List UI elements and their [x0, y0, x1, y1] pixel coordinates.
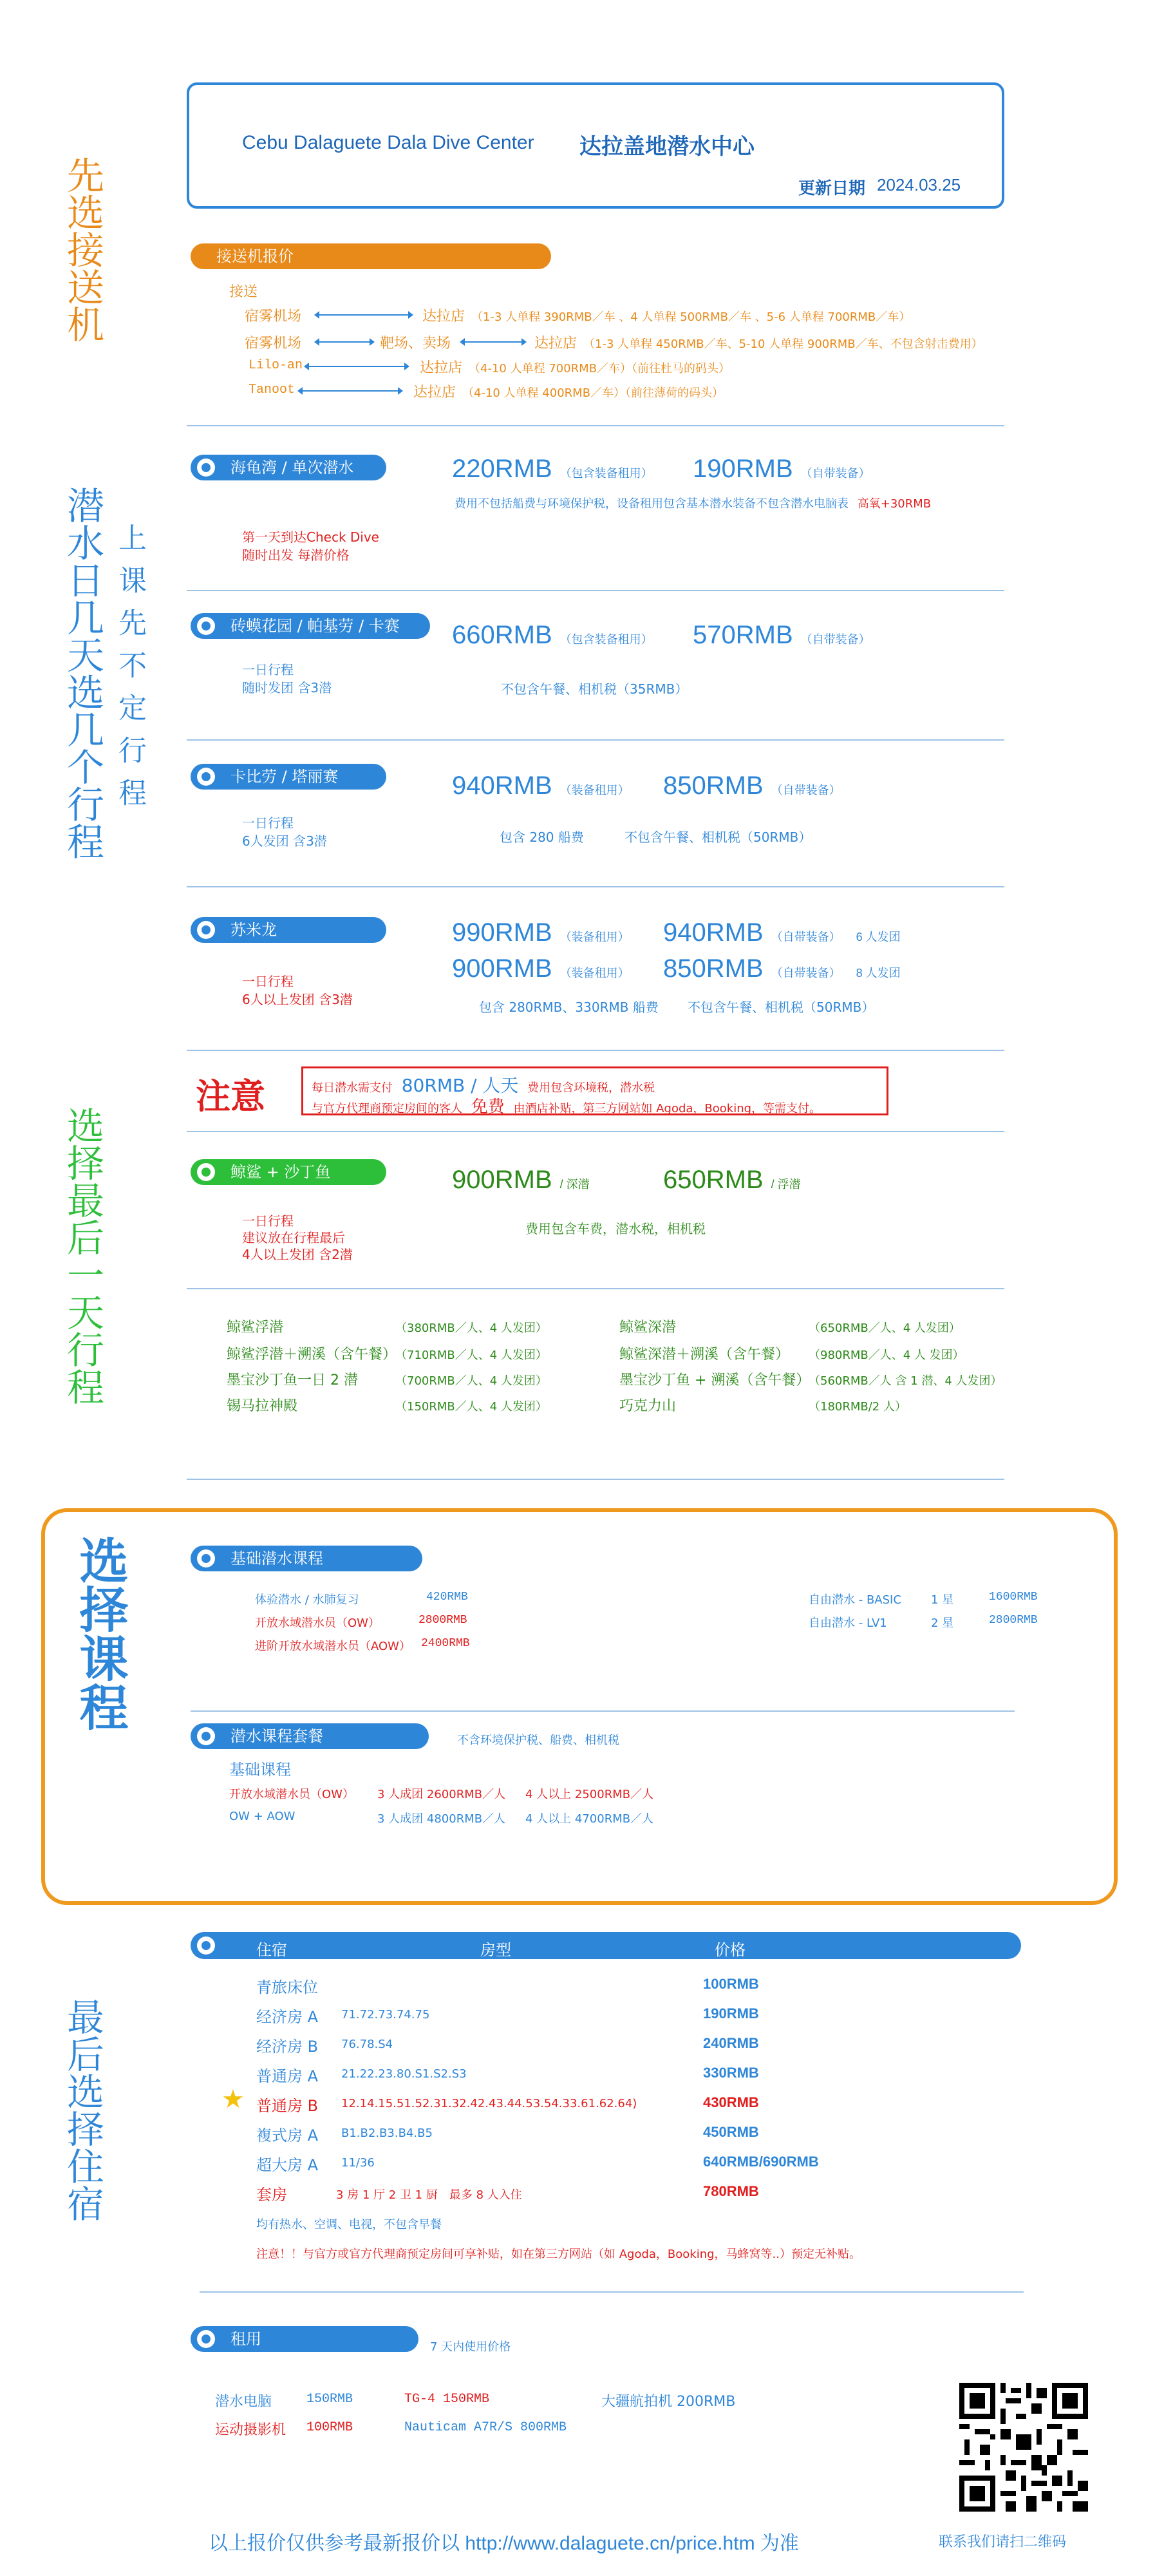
- dive3-note-2: 不包含午餐、相机税（50RMB）: [624, 829, 812, 845]
- rent-note: 7 天内使用价格: [430, 2340, 511, 2354]
- price-value: 850RMB: [663, 772, 764, 800]
- dive2-price-rent: [452, 621, 653, 650]
- transfer-row-3-note: （4-10 人单程 700RMB／车）（前往杜马的码头）: [469, 362, 731, 375]
- price-note: （包含装备租用）: [559, 467, 653, 480]
- price-value: 900RMB: [452, 1166, 552, 1194]
- header-title-en: Cebu Dalaguete Dala Dive Center: [242, 132, 534, 153]
- update-date: 2024.03.25: [877, 175, 961, 194]
- package-title: 潜水课程套餐: [230, 1727, 323, 1745]
- transfer-row-2-mid: 靶场、卖场: [380, 336, 451, 352]
- stay-row-price: 780RMB: [703, 2183, 759, 2199]
- stay-header: [191, 1932, 1021, 1959]
- course-left-price: 420RMB: [426, 1591, 468, 1604]
- dive1-left-1: 第一天到达Check Dive: [242, 529, 379, 545]
- price-note: （装备租用）: [559, 784, 630, 797]
- dive1-header: [191, 455, 386, 480]
- price-note: （自带装备）: [800, 633, 870, 646]
- divider: [187, 1050, 1004, 1051]
- stay-note-1: 均有热水、空调、电视，不包含早餐: [256, 2218, 442, 2231]
- course-left-price: 2800RMB: [418, 1614, 467, 1627]
- whale-left-3: 4人以上发团 含2潜: [242, 1247, 353, 1262]
- stay-row-price: 450RMB: [703, 2124, 759, 2140]
- stay-row-name: 经济房 A: [256, 2008, 319, 2026]
- stay-row-name: 青旅床位: [256, 1978, 318, 1996]
- price-value: 660RMB: [452, 621, 552, 649]
- stay-row-price: 240RMB: [703, 2035, 759, 2051]
- dive4-left-2: 6人以上发团 含3潜: [242, 992, 353, 1007]
- dive4-note-1: 包含 280RMB、330RMB 船费: [479, 999, 659, 1015]
- side-courses: 选择课程: [71, 1535, 129, 1731]
- divider: [187, 739, 1004, 741]
- notice-l2a: 与官方代理商预定房间的客人: [312, 1102, 462, 1115]
- whale-left-2: 建议放在行程最后: [242, 1230, 345, 1245]
- qr-caption: 联系我们请扫二维码: [939, 2534, 1067, 2550]
- package-row-a: 3 人成团 4800RMB／人: [377, 1812, 506, 1826]
- stay-row-price: 190RMB: [703, 2005, 759, 2022]
- notice-l2b: 免费: [471, 1097, 505, 1117]
- extra-right-price: （980RMB／人、4 人 发团）: [809, 1349, 964, 1362]
- course-right-price: 1600RMB: [989, 1591, 1038, 1604]
- package-sub: 基础课程: [229, 1761, 291, 1779]
- rent-item-name: Nauticam A7R/S 800RMB: [404, 2420, 567, 2435]
- dive4-price-rent-6: [452, 918, 630, 947]
- price-note: （装备租用）: [559, 967, 630, 980]
- course-right-name: 自由潜水 - BASIC: [809, 1593, 901, 1607]
- extra-left-price: （380RMB／人、4 人发团）: [395, 1321, 547, 1335]
- package-row-a: 3 人成团 2600RMB／人: [377, 1788, 506, 1801]
- transfer-row-1-note: （1-3 人单程 390RMB／车 、4 人单程 500RMB／车 、5-6 人单程 700RMB／车）: [471, 310, 911, 324]
- price-note: （自带装备）: [771, 967, 841, 980]
- dive1-price-own: [693, 455, 870, 484]
- transfer-row-1-arrow: [315, 314, 412, 316]
- divider: [200, 2291, 1024, 2293]
- price-note: （自带装备）: [771, 784, 841, 797]
- transfer-row-3-from: Lilo-an: [249, 358, 303, 373]
- divider: [187, 1288, 1004, 1289]
- dive2-price-own: [693, 621, 870, 650]
- extra-right-price: （650RMB／人、4 人发团）: [809, 1321, 961, 1335]
- stay-row-rooms: 11/36: [341, 2156, 375, 2170]
- dive3-title: 卡比劳 / 塔丽赛: [230, 768, 339, 786]
- stay-row-name: 套房: [256, 2186, 287, 2204]
- extra-right-name: 鲸鲨深潜: [619, 1320, 677, 1336]
- dive1-title: 海龟湾 / 单次潜水: [230, 459, 354, 477]
- update-label: 更新日期: [798, 179, 866, 198]
- rent-title: 租用: [230, 2330, 261, 2348]
- notice-l1a: 每日潜水需支付: [312, 1081, 393, 1095]
- oxygen-note: 高氧+30RMB: [857, 497, 932, 511]
- transfer-row-4-to: 达拉店: [413, 384, 456, 401]
- dive4-header: [191, 917, 386, 943]
- extra-left-name: 墨宝沙丁鱼一日 2 潜: [227, 1372, 358, 1388]
- price-note: （自带装备）: [771, 931, 841, 943]
- notice-l1b: 80RMB / 人天: [401, 1075, 519, 1096]
- whale-price-snorkel: [663, 1166, 801, 1195]
- transfer-row-2-arrow-a: [315, 341, 373, 343]
- whale-title: 鲸鲨 + 沙丁鱼: [230, 1163, 331, 1181]
- dive3-left-1: 一日行程: [242, 815, 294, 831]
- dive1-fee-note: [455, 495, 931, 511]
- side-pickup: 先选接送机: [61, 156, 104, 343]
- dive2-left-1: 一日行程: [242, 662, 294, 677]
- dive4-left-1: 一日行程: [242, 974, 294, 989]
- divider: [187, 1131, 1004, 1132]
- divider: [191, 1710, 1015, 1712]
- group-note: 6 人发团: [856, 931, 901, 943]
- transfer-row-1-from: 宿雾机场: [245, 308, 302, 325]
- course-left-price: 2400RMB: [421, 1637, 470, 1650]
- dive3-left-2: 6人发团 含3潜: [242, 833, 327, 849]
- price-note: （自带装备）: [800, 467, 870, 480]
- notice-title: 注意: [196, 1076, 265, 1117]
- whale-left-1: 一日行程: [242, 1213, 294, 1229]
- camera-icon: [197, 2330, 215, 2348]
- course-right-price: 2800RMB: [989, 1614, 1038, 1627]
- group-note: 8 人发团: [856, 967, 901, 980]
- dive3-header: [191, 764, 386, 790]
- price-value: 650RMB: [663, 1166, 764, 1194]
- rent-item-name: 运动摄影机: [215, 2422, 286, 2438]
- notice-l1c: 费用包含环境税，潜水税: [527, 1081, 655, 1095]
- divider: [187, 425, 1004, 426]
- star-icon: ★: [221, 2085, 245, 2114]
- extra-left-price: （710RMB／人、4 人发团）: [395, 1349, 547, 1362]
- course-right-star: 2 星: [931, 1616, 954, 1630]
- dive2-title: 砖蟆花园 / 帕基劳 / 卡赛: [230, 617, 400, 635]
- extra-left-price: （700RMB／人、4 人发团）: [395, 1374, 547, 1388]
- price-value: 940RMB: [663, 918, 764, 947]
- course-icon: [197, 1549, 215, 1567]
- whale-note: 费用包含车费，潜水税，相机税: [525, 1221, 706, 1236]
- transfer-sub: 接送: [229, 284, 258, 300]
- rent-item-price: 100RMB: [306, 2420, 353, 2435]
- extra-left-price: （150RMB／人、4 人发团）: [395, 1400, 547, 1414]
- package-row-name: OW + AOW: [229, 1810, 296, 1823]
- extra-left-name: 鲸鲨浮潜: [227, 1320, 284, 1336]
- divider: [187, 1479, 1004, 1480]
- stay-row-rooms: B1.B2.B3.B4.B5: [341, 2126, 433, 2140]
- stay-row-price: 430RMB: [703, 2094, 759, 2110]
- stay-row-price: 330RMB: [703, 2065, 759, 2081]
- course-right-name: 自由潜水 - LV1: [809, 1616, 887, 1630]
- dive1-price-rent: [452, 455, 653, 484]
- transfer-row-2-arrow-b: [461, 341, 525, 343]
- transfer-row-4-arrow: [299, 390, 402, 392]
- dive4-price-rent-8: [452, 954, 630, 983]
- package-row-b: 4 人以上 2500RMB／人: [525, 1788, 654, 1801]
- extra-right-price: （180RMB/2 人）: [809, 1400, 906, 1414]
- stay-row-rooms: 12.14.15.51.52.31.32.42.43.44.53.54.33.61.62.64): [341, 2097, 637, 2110]
- dive3-price-own: [663, 772, 841, 800]
- price-value: 850RMB: [663, 954, 764, 983]
- side-days: 潜水日几天选几个行程: [61, 486, 104, 860]
- stay-col-price: 价格: [715, 1941, 746, 1959]
- dive3-note-1: 包含 280 船费: [500, 829, 584, 845]
- extra-right-name: 鲸鲨深潜＋溯溪（含午餐）: [619, 1347, 790, 1363]
- rent-item-name: 潜水电脑: [215, 2394, 272, 2410]
- stay-row-name: 普通房 A: [256, 2067, 319, 2085]
- dive-icon: [197, 768, 215, 786]
- transfer-row-4-from: Tanoot: [249, 383, 296, 397]
- price-note: （包含装备租用）: [559, 633, 653, 646]
- courses-header: [191, 1546, 422, 1571]
- qr-code-icon: [959, 2383, 1088, 2512]
- course-left-name: 开放水域潜水员（OW）: [255, 1616, 380, 1630]
- extra-right-name: 巧克力山: [619, 1398, 677, 1414]
- price-value: 190RMB: [693, 455, 793, 483]
- divider: [187, 590, 1004, 591]
- dive-icon: [197, 459, 215, 477]
- dive2-note: 不包含午餐、相机税（35RMB）: [501, 681, 688, 697]
- dive4-note-2: 不包含午餐、相机税（50RMB）: [688, 999, 875, 1015]
- stay-col-stay: 住宿: [256, 1941, 287, 1959]
- dive2-left-2: 随时发团 含3潜: [242, 680, 332, 696]
- price-value: 220RMB: [452, 455, 552, 483]
- dive4-price-own-6: [663, 918, 901, 947]
- notice-line-2: [312, 1094, 821, 1117]
- price-note: （装备租用）: [559, 931, 630, 943]
- stay-row-rooms: 21.22.23.80.S1.S2.S3: [341, 2067, 467, 2081]
- transfer-row-3-to: 达拉店: [420, 360, 463, 376]
- stay-row-rooms: 76.78.S4: [341, 2038, 393, 2051]
- stay-row-name: 经济房 B: [256, 2038, 319, 2056]
- dive2-header: [191, 613, 430, 639]
- package-row-name: 开放水域潜水员（OW）: [229, 1788, 354, 1801]
- transfer-row-4-note: （4-10 人单程 400RMB／车）（前往薄荷的码头）: [462, 386, 724, 400]
- price-value: 940RMB: [452, 772, 552, 800]
- divider: [187, 886, 1004, 887]
- fish-icon: [197, 1163, 215, 1181]
- dive3-price-rent: [452, 772, 630, 800]
- price-note: / 浮潜: [771, 1178, 801, 1191]
- side-lastday: 选择最后一天行程: [61, 1106, 104, 1405]
- course-right-star: 1 星: [931, 1593, 954, 1607]
- footer-text: 以上报价仅供参考最新报价以 http://www.dalaguete.cn/price.htm 为准: [209, 2533, 799, 2554]
- price-value: 990RMB: [452, 918, 552, 947]
- package-header: [191, 1723, 429, 1749]
- stay-row-rooms: 71.72.73.74.75: [341, 2008, 430, 2022]
- stay-note-2: 注意！！与官方或官方代理商预定房间可享补贴，如在第三方网站（如 Agoda，Booking，马蜂窝等..）预定无补贴。: [256, 2248, 861, 2261]
- rent-header: [191, 2326, 418, 2352]
- course-icon: [197, 1727, 215, 1745]
- rent-item-price: 150RMB: [306, 2392, 353, 2407]
- stay-col-room: 房型: [480, 1941, 511, 1959]
- header-title-cn: 达拉盖地潜水中心: [579, 134, 755, 160]
- stay-row-rooms: 3 房 1 厅 2 卫 1 厨 最多 8 人入住: [336, 2188, 522, 2202]
- extra-left-name: 鲸鲨浮潜＋溯溪（含午餐）: [227, 1347, 397, 1363]
- extra-right-price: （560RMB／人 含 1 潜、4 人发团）: [809, 1374, 1002, 1388]
- stay-row-price: 640RMB/690RMB: [703, 2154, 819, 2170]
- side-days-note: 上课先不定行程: [113, 523, 146, 820]
- dive4-price-own-8: [663, 954, 901, 983]
- course-left-name: 进阶开放水域潜水员（AOW）: [255, 1640, 411, 1653]
- course-left-name: 体验潜水 / 水肺复习: [255, 1593, 359, 1607]
- package-note: 不含环境保护税、船费、相机税: [457, 1734, 619, 1747]
- house-icon: [197, 1937, 215, 1955]
- whale-header: [191, 1159, 386, 1185]
- transfer-row-2-note: （1-3 人单程 450RMB／车、5-10 人单程 900RMB／车、不包含射击费用）: [583, 337, 983, 351]
- notice-l2c: 由酒店补贴，第三方网站如 Agoda，Booking，等需支付。: [513, 1102, 821, 1115]
- fee-note: 费用不包括船费与环境保护税，设备租用包含基本潜水装备不包含潜水电脑表: [455, 497, 849, 511]
- package-row-b: 4 人以上 4700RMB／人: [525, 1812, 654, 1826]
- side-stay: 最后选择住宿: [61, 1998, 104, 2222]
- whale-price-deep: [452, 1166, 590, 1195]
- rent-item-name: TG-4 150RMB: [404, 2392, 490, 2407]
- dive-icon: [197, 617, 215, 635]
- rent-item-name: 大疆航拍机 200RMB: [601, 2394, 736, 2410]
- courses-title: 基础潜水课程: [230, 1549, 323, 1567]
- dive1-left-2: 随时出发 每潜价格: [242, 547, 350, 563]
- transfer-row-2-from: 宿雾机场: [245, 336, 302, 352]
- extra-left-name: 锡马拉神殿: [227, 1398, 298, 1414]
- transfer-title: 接送机报价: [216, 247, 294, 265]
- dive4-title: 苏米龙: [230, 921, 277, 939]
- stay-row-name: 複式房 A: [256, 2126, 319, 2145]
- transfer-row-2-to: 达拉店: [534, 336, 577, 352]
- dive-icon: [197, 921, 215, 939]
- transfer-header: [191, 243, 551, 269]
- price-note: / 深潜: [559, 1178, 590, 1191]
- transfer-row-3-arrow: [305, 366, 408, 367]
- stay-row-name: 普通房 B: [256, 2097, 319, 2115]
- price-value: 570RMB: [693, 621, 793, 649]
- stay-row-price: 100RMB: [703, 1976, 759, 1992]
- extra-right-name: 墨宝沙丁鱼 + 溯溪（含午餐）: [619, 1372, 811, 1388]
- transfer-row-1-to: 达拉店: [422, 308, 465, 325]
- price-value: 900RMB: [452, 954, 552, 983]
- stay-row-name: 超大房 A: [256, 2156, 319, 2174]
